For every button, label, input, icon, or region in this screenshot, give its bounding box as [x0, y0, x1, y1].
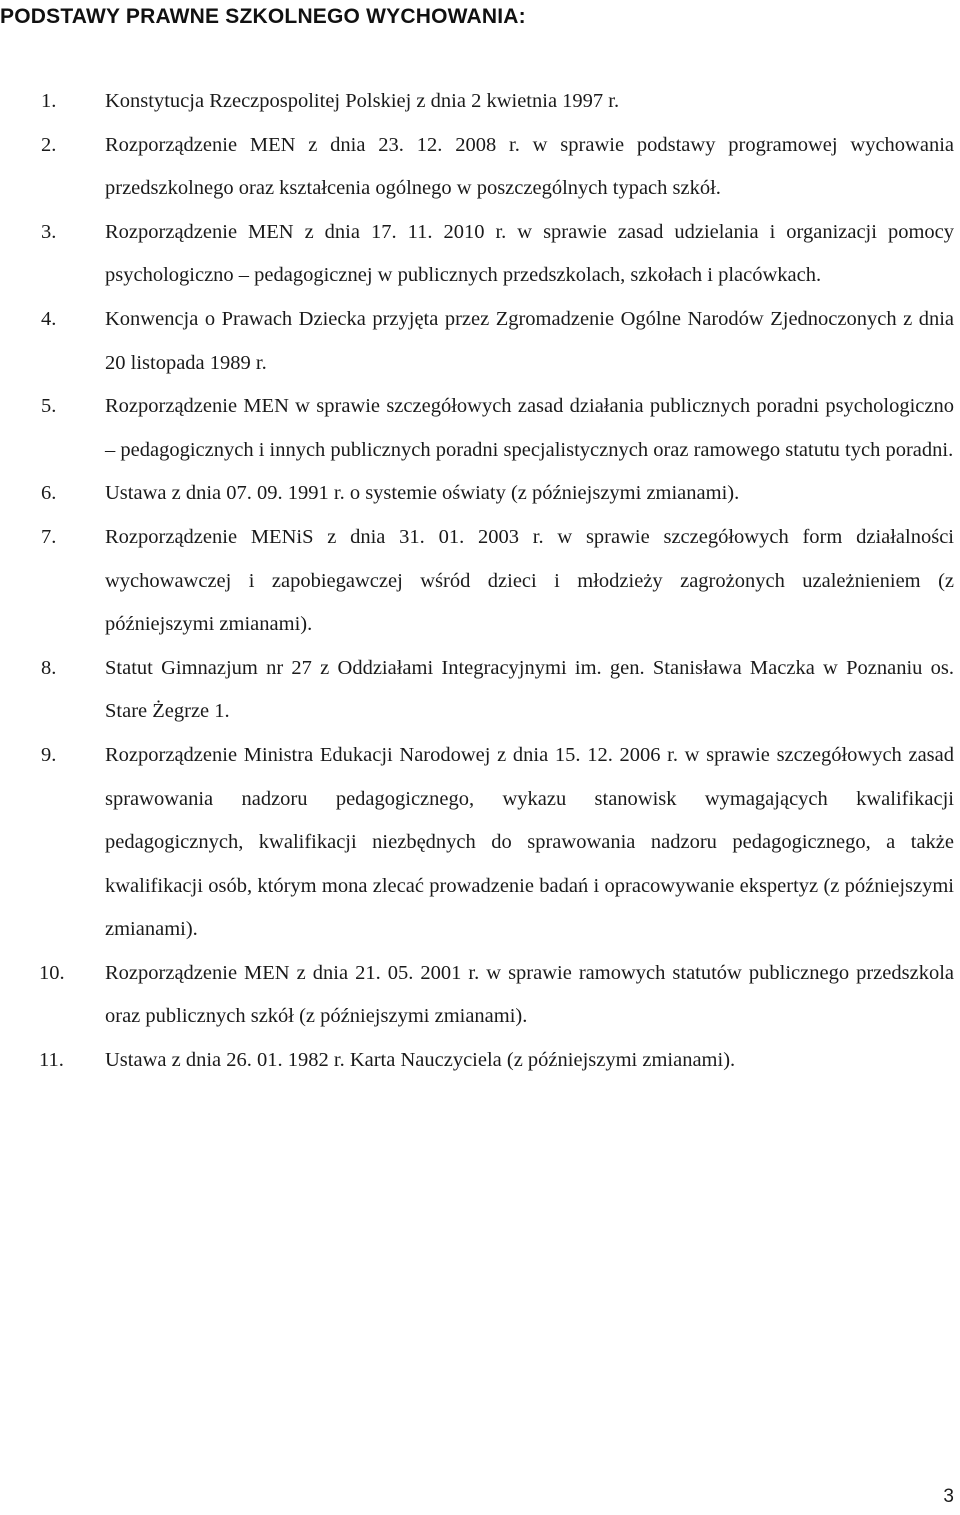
list-item [0, 1039, 960, 1083]
list-item-text: Rozporządzenie MEN z dnia 17. 11. 2010 r. w sprawie zasad udzielania i organizacji pomocy psychologiczno – pedagogicznej w publicznych przedszkolach, szkołach i placówkach. [105, 220, 954, 287]
list-item-number: 11. [39, 1049, 64, 1072]
page-title: PODSTAWY PRAWNE SZKOLNEGO WYCHOWANIA: [0, 5, 526, 28]
list-item [0, 298, 960, 385]
list-item [0, 211, 960, 298]
list-item-number: 7. [41, 525, 57, 548]
list-item-text: Rozporządzenie MEN z dnia 23. 12. 2008 r. w sprawie podstawy programowej wychowania przedszkolnego oraz kształcenia ogólnego w poszczególnych typach szkół. [105, 133, 954, 200]
list-item-number: 5. [41, 395, 57, 418]
list-item-text: Rozporządzenie MENiS z dnia 31. 01. 2003 r. w sprawie szczegółowych form działalności wychowawczej i zapobiegawczej wśród dzieci i młodzieży zagrożonych uzależnieniem (z późniejszymi zmianami). [105, 525, 954, 636]
list-item-text: Ustawa z dnia 07. 09. 1991 r. o systemie oświaty (z późniejszymi zmianami). [105, 482, 740, 505]
list-item-text: Rozporządzenie MEN z dnia 21. 05. 2001 r. w sprawie ramowych statutów publicznego przedszkola oraz publicznych szkół (z późniejszymi zmianami). [105, 961, 954, 1028]
list-item [0, 124, 960, 211]
list-item [0, 952, 960, 1039]
page-number: 3 [943, 1486, 954, 1507]
list-item-text: Statut Gimnazjum nr 27 z Oddziałami Integracyjnymi im. gen. Stanisława Maczka w Poznaniu os. Stare Żegrze 1. [105, 656, 954, 723]
list-item-number: 8. [41, 656, 57, 679]
list-item-number: 2. [41, 133, 57, 156]
list-item [0, 516, 960, 647]
list-item-number: 6. [41, 482, 57, 505]
list-item [0, 80, 960, 124]
list-item-number: 9. [41, 743, 57, 766]
list-item-text: Konwencja o Prawach Dziecka przyjęta przez Zgromadzenie Ogólne Narodów Zjednoczonych z dnia 20 listopada 1989 r. [105, 307, 954, 374]
legal-basis-list [0, 80, 960, 1083]
list-item-text: Rozporządzenie MEN w sprawie szczegółowych zasad działania publicznych poradni psychologiczno – pedagogicznych i innych publicznych poradni specjalistycznych oraz ramowego statutu tych poradni. [105, 395, 954, 461]
list-item [0, 472, 960, 516]
list-item-number: 3. [41, 220, 57, 243]
list-item [0, 734, 960, 952]
list-item [0, 647, 960, 734]
list-item-number: 1. [41, 90, 57, 112]
list-item-text: Ustawa z dnia 26. 01. 1982 r. Karta Nauczyciela (z późniejszymi zmianami). [105, 1049, 736, 1072]
list-item-text: Rozporządzenie Ministra Edukacji Narodowej z dnia 15. 12. 2006 r. w sprawie szczegółowych zasad sprawowania nadzoru pedagogicznego, wykazu stanowisk wymagających kwalifikacji pedagogicznych, kwalifikacji niezbędnych do sprawowania nadzoru pedagogicznego, a także kwalifikacji osób, którym mona zlecać prowadzenie badań i opracowywanie ekspertyz (z późniejszymi zmianami). [105, 743, 954, 941]
list-item-number: 4. [41, 307, 57, 330]
list-item-text: Konstytucja Rzeczpospolitej Polskiej z dnia 2 kwietnia 1997 r. [105, 90, 620, 112]
list-item-number: 10. [39, 961, 65, 984]
list-item [0, 385, 960, 472]
